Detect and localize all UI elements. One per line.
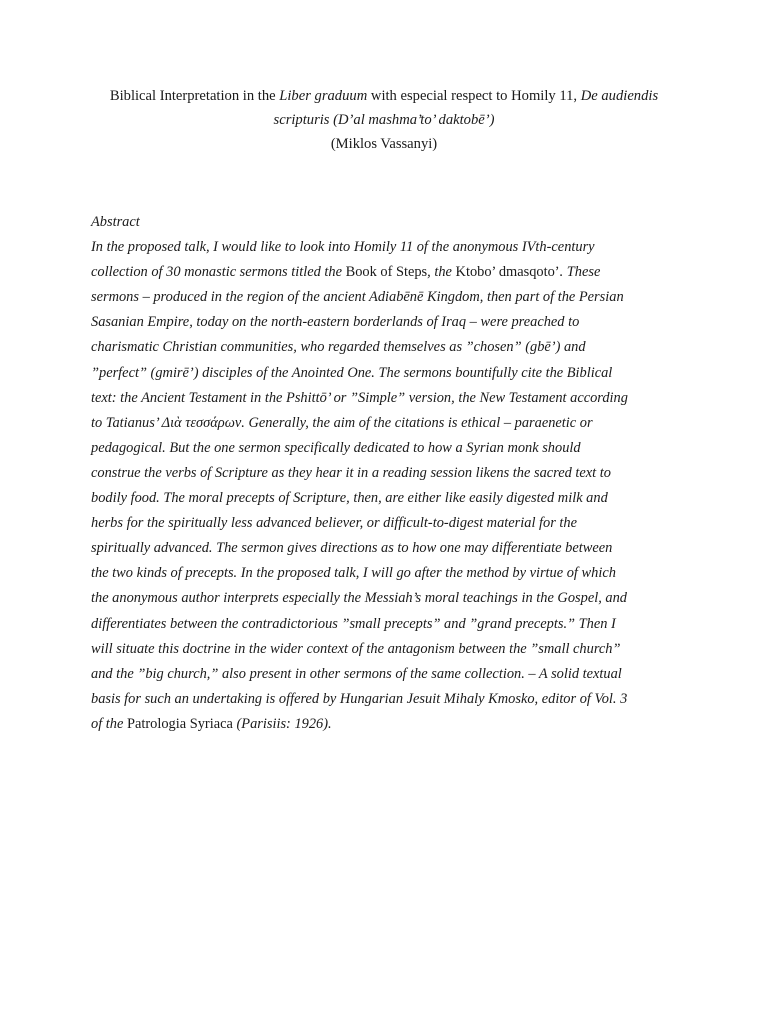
abstract-line: sermons – produced in the region of the ancient Adiabēnē Kingdom, then part of the Persian (91, 289, 624, 306)
abstract-line: text: the Ancient Testament in the Pshittō’ or ”Simple” version, the New Testament according (91, 389, 628, 406)
title-text: with especial respect to Homily 11, (367, 88, 581, 104)
abstract-text: of the (91, 715, 127, 732)
abstract-line: basis for such an undertaking is offered by Hungarian Jesuit Mihaly Kmosko, editor of Vol. 3 (91, 690, 628, 707)
abstract-text: . These (559, 264, 601, 281)
abstract-text: collection of 30 monastic sermons titled the (91, 264, 346, 281)
abstract-text: (Parisiis: 1926). (232, 715, 332, 732)
abstract-text: , the (427, 264, 456, 281)
abstract-line: differentiates between the contradictorious ”small precepts” and ”grand precepts.” Then I (91, 615, 616, 632)
abstract-line: construe the verbs of Scripture as they hear it in a reading session likens the sacred text to (91, 464, 611, 481)
abstract-line: the two kinds of precepts. In the proposed talk, I will go after the method by virtue of which (91, 565, 616, 582)
title-line-2 (80, 108, 688, 132)
title-italic-scripturis: scripturis (D’al mashma’to’ daktobē’) (273, 112, 495, 128)
upright-title: Patrologia Syriaca (126, 715, 233, 732)
abstract-line: spiritually advanced. The sermon gives directions as to how one may differentiate between (91, 540, 613, 557)
abstract-line: charismatic Christian communities, who regarded themselves as ”chosen” (gbē’) and (91, 339, 586, 356)
abstract-line (91, 260, 691, 285)
upright-title: Book of Steps (345, 264, 428, 281)
title-block (80, 84, 688, 156)
abstract-line: to Tatianus’ Διὰ τεσσάρων. Generally, the aim of the citations is ethical – paraenetic or (91, 414, 593, 431)
title-italic-liber-graduum: Liber graduum (279, 88, 368, 104)
abstract-line: Sasanian Empire, today on the north-eastern borderlands of Iraq – were preached to (91, 314, 580, 331)
title-line-1 (80, 84, 688, 108)
abstract-line: ”perfect” (gmirē’) disciples of the Anointed One. The sermons bountifully cite the Biblical (91, 364, 613, 381)
abstract-body (91, 235, 691, 737)
title-italic-de-audiendis: De audiendis (580, 88, 659, 104)
abstract-line: the anonymous author interprets especially the Messiah’s moral teachings in the Gospel, and (91, 590, 627, 607)
author-line: (Miklos Vassanyi) (330, 136, 438, 152)
abstract-line: In the proposed talk, I would like to look into Homily 11 of the anonymous IVth-century (91, 239, 595, 256)
abstract-line: and the ”big church,” also present in other sermons of the same collection. – A solid textual (91, 665, 622, 682)
abstract-line: will situate this doctrine in the wider context of the antagonism between the ”small church” (91, 640, 621, 657)
abstract-line (91, 712, 691, 737)
abstract-heading: Abstract (91, 214, 140, 230)
abstract (91, 210, 691, 737)
upright-title: Ktobo’ dmasqoto’ (455, 264, 560, 281)
abstract-line: pedagogical. But the one sermon specifically dedicated to how a Syrian monk should (91, 439, 581, 456)
title-text: Biblical Interpretation in the (109, 88, 280, 104)
abstract-line: bodily food. The moral precepts of Scripture, then, are either like easily digested milk and (91, 490, 608, 507)
abstract-line: herbs for the spiritually less advanced believer, or difficult-to-digest material for the (91, 515, 578, 532)
